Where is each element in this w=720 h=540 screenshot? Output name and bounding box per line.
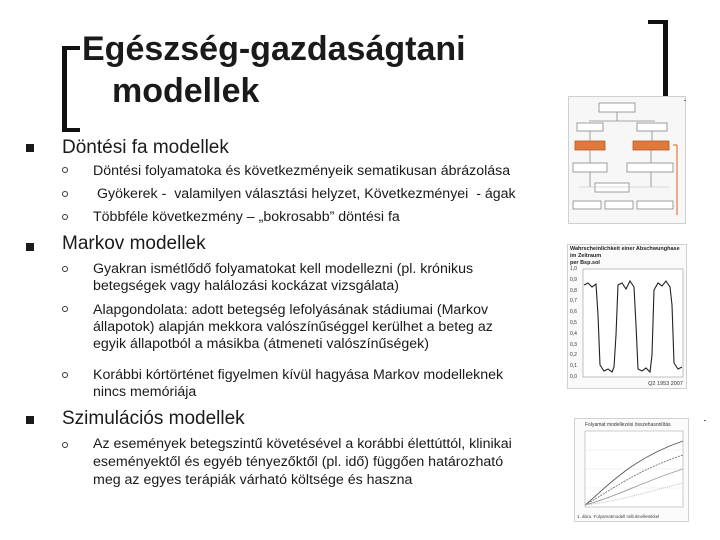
markov-y-tick-label: 0,4 [570,330,577,337]
title-bracket-left [62,46,80,132]
decision-tree-diagram [569,97,686,224]
simulation-item-1-line-2: eseményektől és egyéb tényezőktől (pl. idő) függően határozható [93,454,504,470]
markov-item-2-line-2: állapotok) alapján mekkora valószínűséggel kerülhet a beteg az [93,319,493,335]
section-heading-decision-tree: Döntési fa modellek [62,137,229,158]
markov-header-line-1: Wahrscheinlichkeit einer Abschwunghase [570,246,680,252]
markov-y-tick-label: 1,0 [570,266,577,272]
markov-item-2-line-1: Alapgondolata: adott betegség lefolyásának stádiumai (Markov [93,302,489,318]
bullet-square [26,416,34,424]
sub-bullet-circle [62,191,68,197]
markov-line-chart [568,245,687,389]
sub-bullet-circle [62,442,68,448]
markov-y-tick-label: 0,2 [570,352,577,359]
simulation-item-1-line-3: meg az egyes terápiák várható költsége és haszna [93,472,413,488]
sub-bullet-circle [62,372,68,378]
markov-item-2-line-3: egyik állapotból a másikba (átmeneti valószínűségek) [93,336,429,352]
simulation-figure [574,418,689,522]
sub-bullet-circle [62,214,68,220]
slide-title [82,28,552,112]
edge-mark [704,420,706,421]
sub-bullet-circle [62,306,68,312]
markov-y-tick-label: 0,6 [570,309,577,316]
markov-item-1-line-1: Gyakran ismétlődő folyamatokat kell modellezni (pl. krónikus [93,261,474,277]
decision-tree-item-2: Gyökerek - valamilyen választási helyzet, Következményei - ágak [93,186,516,202]
sub-bullet-circle [62,266,68,272]
markov-footer-label: Q2 1953 2007 [648,381,683,387]
markov-item-3-line-2: nincs memóriája [93,384,197,400]
simulation-line-chart [575,419,689,522]
title-line-2: modellek [112,72,260,110]
edge-mark [684,100,686,101]
markov-y-tick-label: 0,8 [570,287,577,294]
section-heading-simulation: Szimulációs modellek [62,408,245,429]
decision-tree-item-1: Döntési folyamatoka és következményeik sematikusan ábrázolása [93,163,511,179]
decision-tree-item-3: Többféle következmény – „bokrosabb” döntési fa [93,209,400,225]
section-heading-markov: Markov modellek [62,233,206,254]
simulation-figure-caption: 1. ábra. Folyamatmodell milluknelletekkel [577,514,660,519]
decision-tree-figure [568,96,686,224]
title-bracket-right [648,20,668,100]
bullet-square [26,243,34,251]
title-line-1: Egészség-gazdaságtani [82,30,466,68]
simulation-item-1-line-1: Az események betegszintű követésével a korábbi élettúttól, klinikai [93,436,512,452]
markov-y-tick-label: 0,5 [570,320,577,326]
markov-header-line-3: per Bsp.sol [570,260,600,266]
sub-bullet-circle [62,167,68,173]
markov-y-tick-label: 0,1 [570,363,577,370]
simulation-figure-title: Folyamat modellezési összehasonlítás [585,422,671,428]
bullet-square [26,144,34,152]
markov-y-tick-label: 0,7 [570,298,577,305]
markov-item-1-line-2: betegségek vagy halálozási kockázat vizsgálata) [93,278,399,294]
markov-y-tick-label: 0,0 [570,374,577,380]
markov-figure [567,244,687,389]
markov-header-line-2: im Zeitraum [570,253,602,259]
markov-item-3-line-1: Korábbi kórtörténet figyelmen kívül hagyása Markov modelleknek [93,367,504,383]
markov-y-tick-label: 0,3 [570,341,577,348]
markov-y-tick-label: 0,9 [570,276,577,283]
